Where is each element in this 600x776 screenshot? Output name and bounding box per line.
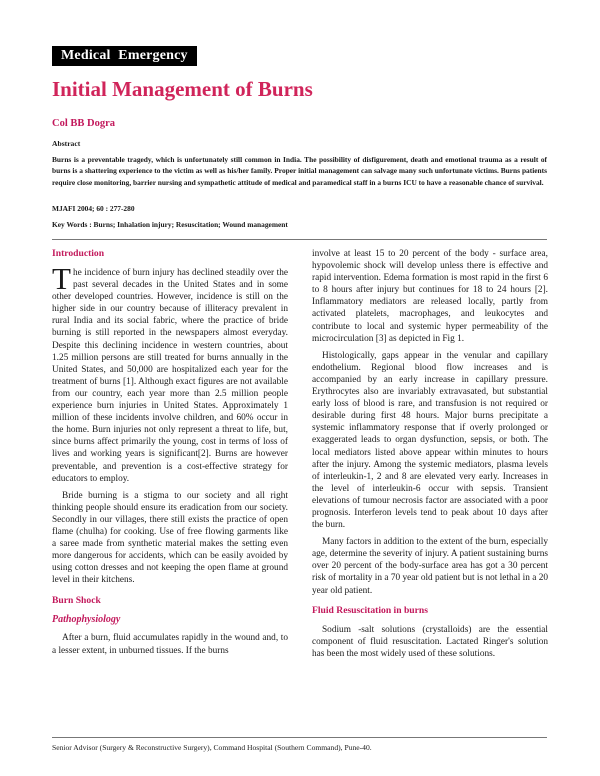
pathophysiology-heading: Pathophysiology xyxy=(52,614,121,626)
footer-divider xyxy=(52,737,547,738)
author-affiliation-footnote: Senior Advisor (Surgery & Reconstructive Surgery), Command Hospital (Southern Command), Pune-40. xyxy=(52,743,372,752)
right-column xyxy=(312,248,548,665)
abstract-heading: Abstract xyxy=(52,139,81,148)
header-divider xyxy=(52,239,547,240)
severity-paragraph: Many factors in addition to the extent of the burn, especially age, determine the severity of injury. A patient sustaining burns over 20 percent of the body-surface area has got a 30 percent risk of mortality in a 70 year old patient but is not lethal in a 20 year old patient. xyxy=(312,537,548,596)
section-tag: Medical Emergency xyxy=(52,46,197,66)
article-title: Initial Management of Burns xyxy=(52,77,313,101)
abstract-body: Burns is a preventable tragedy, which is unfortunately still common in India. The possibility of disfigurement, death and emotional trauma as a result of burns is a shattering experience to the victim as well as his/her family. Proper initial management can salvage many such unfortunate victims. Burns patients require close monitoring, barrier nursing and sympathetic attitude of medical and paramedical staff in a burns ICU to have a reasonable chance of survival. xyxy=(52,155,547,187)
keywords: Key Words : Burns; Inhalation injury; Resuscitation; Wound management xyxy=(52,220,288,229)
left-column xyxy=(52,248,288,662)
histology-paragraph: Histologically, gaps appear in the venular and capillary endothelium. Regional blood flow increases and is accompanied by an early increase in capillary pressure. Erythrocytes also are invariably extravasated, but substantial early loss of blood is rare, and transfusion is not required or desirable during first 48 hours. Major burns precipitate a systemic inflammatory response that if overly prolonged or exaggerated leads to organ dysfunction, sepsis, or both. The local mediators listed above appear within minutes to hours after the injury. Among the systemic mediators, plasma levels of interleukin-1, 2 and 8 are elevated very early. Increases in the level of interleukin-6 occur with sepsis. Transient elevations of tumour necrosis factor are associated with a poor prognosis. Interferon levels tend to peak about 10 days after the burn. xyxy=(312,350,548,531)
pathophysiology-paragraph-2: involve at least 15 to 20 percent of the body - surface area, hypovolemic shock will develop unless there is effective and rapid intervention. Edema formation is most rapid in the first 6 to 8 hours after injury but continues for 18 to 24 hours [2]. Inflammatory mediators are released locally, partly from activated platelets, macrophages, and leukocytes and contribute to local and systemic hyper permeability of the microcirculation [3] as depicted in Fig 1. xyxy=(312,249,548,344)
introduction-paragraph-1-text: he incidence of burn injury has declined steadily over the past several decades in the United States and in some other developed countries. However, incidence is still on the higher side in our country because of illiteracy prevalent in rural India and its social fabric, where the practice of bride burning is still reported in the newspapers almost everyday. Despite this declining incidence in western countries, about 1.25 million persons are still treated for burns annually in the United States, and 50,000 are hospitalized each year for the treatment of burns [1]. Although exact figures are not available from our country, each year more than 2.5 million people experience burn injuries in United States. Approximately 1 million of these incidents involve children, and 60% occur in the home. Burn injuries not only represent a threat to life, but, since burns affect primarily the young, cost in terms of loss of lives and working years is significant[2]. Burns are however preventable, and prevention is a cost-effective strategy for educators to employ. xyxy=(52,268,288,484)
drop-cap: T xyxy=(52,261,71,296)
introduction-heading: Introduction xyxy=(52,248,105,259)
burn-shock-heading: Burn Shock xyxy=(52,595,101,607)
introduction-paragraph-2: Bride burning is a stigma to our society and all right thinking people should ensure its eradication from our society. Secondly in our villages, there still exists the practice of open flame (chulha) for cooking. Use of free flowing garments like a saree made from synthetic material makes the setting even more dangerous for accidents, which can be easily avoided by using cotton dresses and not keeping the open flame at ground level in their kitchens. xyxy=(52,490,288,586)
author-name: Col BB Dogra xyxy=(52,118,115,129)
fluid-resuscitation-paragraph: Sodium -salt solutions (crystalloids) are the essential component of fluid resuscitation. Lactated Ringer's solution has been the most widely used of these solutions. xyxy=(312,624,548,659)
pathophysiology-paragraph-1: After a burn, fluid accumulates rapidly in the wound and, to a lesser extent, in unburned tissues. If the burns xyxy=(52,633,288,656)
fluid-resuscitation-heading: Fluid Resuscitation in burns xyxy=(312,604,428,616)
journal-citation: MJAFI 2004; 60 : 277-280 xyxy=(52,204,135,213)
introduction-paragraph-1 xyxy=(52,261,288,485)
